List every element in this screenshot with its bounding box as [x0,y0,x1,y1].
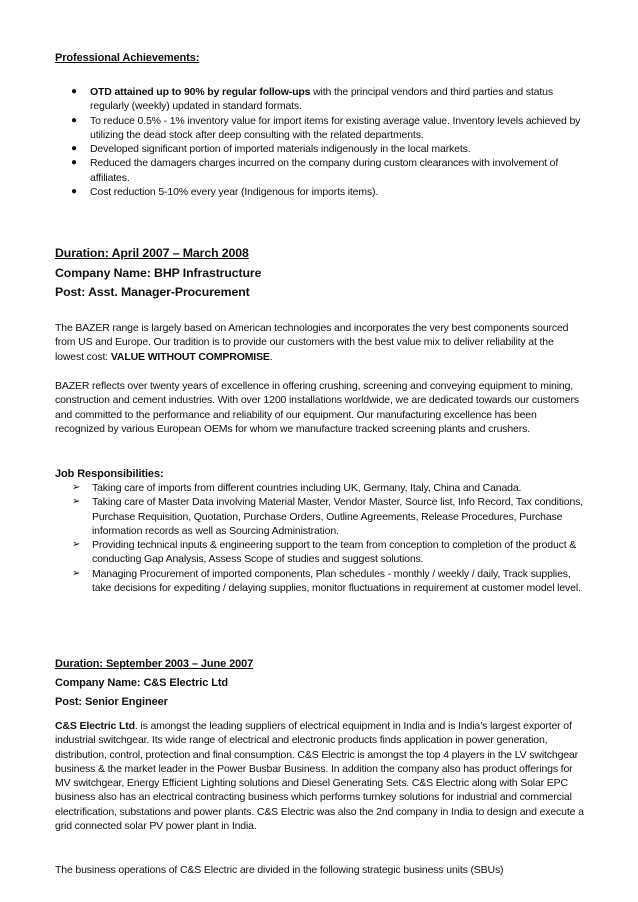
job1-para1-end: . [269,350,273,363]
job2-para1-text: . is amongst the leading suppliers of electrical equipment in India and is India’s largest exporter of industrial switchgear. Its wide range of electrical and electronic products finds application in power generation, distribution, control, protection and final consumption. C&S Electric is amongst the top 4 players in the LV switchgear business & the market leader in the Power Busbar Business. In addition the company also has product offerings for MV switchgear, Energy Efficient Lighting solutions and Diesel Generating Sets. C&S Electric along with Solar EPC business also has an electrical contracting business which performs turnkey solutions for industrial and commercial electrification, substations and power plants. C&S Electric was also the 2nd company in India to design and execute a grid connected solar PV power plant in India. [55,720,584,833]
achievements-heading: Professional Achievements: [55,52,200,64]
job2-paragraph-2: The business operations of C&S Electric are divided in the following strategic business units (SBUs) [55,864,504,876]
arrow-bullet-icon: ➢ [72,482,81,493]
bullet-icon: ● [71,86,77,97]
achievement-text: To reduce 0.5% - 1% inventory value for import items for existing average value. Inventory levels achieved by utilizing the dead stock after deep consulting with the related departments. [90,114,581,141]
achievements-list [55,85,585,199]
job1-para1-text: The BAZER range is largely based on American technologies and incorporates the very best components sourced from US and Europe. Our tradition is to provide our customers with the best value mix to deliver reliability at the lowest cost: [55,322,569,363]
responsibility-text: Managing Procurement of imported components, Plan schedules - monthly / weekly / daily, Track supplies, take decisions for expediting / delaying supplies, monitor fluctuations in requirement at customer model level. [92,567,581,595]
job1-post: Post: Asst. Manager-Procurement [55,285,250,299]
achievement-text: Cost reduction 5-10% every year (Indigenous for imports items). [90,186,379,199]
job2-header [55,655,585,712]
arrow-bullet-icon: ➢ [72,496,81,508]
job1-responsibilities-list [55,481,585,595]
list-item [55,567,585,596]
list-item [55,156,585,185]
achievement-text: Developed significant portion of imported materials indigenously in the local markets. [90,143,471,156]
job1-header [55,244,585,303]
job1-paragraph-1 [55,321,585,364]
list-item [55,538,585,567]
achievement-bold: OTD attained up to 90% by regular follow-ups [90,86,311,98]
list-item [55,495,585,538]
list-item [55,185,585,199]
list-item [55,142,585,156]
arrow-bullet-icon: ➢ [72,567,81,579]
job2-post: Post: Senior Engineer [55,696,168,708]
job1-duration: Duration: April 2007 – March 2008 [55,246,249,260]
list-item [55,481,585,495]
bullet-icon: ● [71,143,77,155]
responsibility-text: Providing technical inputs & engineering support to the team from conception to completion of the product & conducting Gap Analysis, Assess Scope of studies and suggest solutions. [92,539,577,566]
bullet-icon: ● [71,114,77,126]
list-item [55,85,585,114]
arrow-bullet-icon: ➢ [72,539,81,551]
job2-company: Company Name: C&S Electric Ltd [55,677,229,689]
responsibility-text: Taking care of Master Data involving Material Master, Vendor Master, Source list, Info Record, Tax conditions, Purchase Requisition, Quotation, Purchase Orders, Outline Agreements, Release Procedures, Purchase information records as well as Sourcing Administration. [92,496,584,537]
responsibility-text: Taking care of imports from different countries including UK, Germany, Italy, China and Canada. [92,482,522,494]
bullet-icon: ● [71,186,77,198]
achievement-text: Reduced the damagers charges incurred on the company during custom clearances with involvement of affiliates. [90,157,559,184]
job1-paragraph-2: BAZER reflects over twenty years of excellence in offering crushing, screening and conveying equipment to mining, construction and cement industries. With over 1200 installations worldwide, we are dedicated towards our customers and committed to the performance and reliability of our equipment. Our manufacturing excellence has been recognized by various European OEMs for whom we manufacture tracked screening plants and crushers. [55,380,579,435]
bullet-icon: ● [71,157,77,169]
job1-company: Company Name: BHP Infrastructure [55,265,262,280]
job2-duration: Duration: September 2003 – June 2007 [55,658,254,670]
achievement-text: with the principal vendors and third parties and status regularly (weekly) updated in standard formats. [90,86,553,113]
job2-para1-bold: C&S Electric Ltd [55,720,135,732]
list-item [55,114,585,143]
job1-para1-bold: VALUE WITHOUT COMPROMISE [110,350,270,363]
job1-responsibilities-heading: Job Responsibilities: [55,468,164,480]
job2-paragraph-1 [55,719,585,833]
